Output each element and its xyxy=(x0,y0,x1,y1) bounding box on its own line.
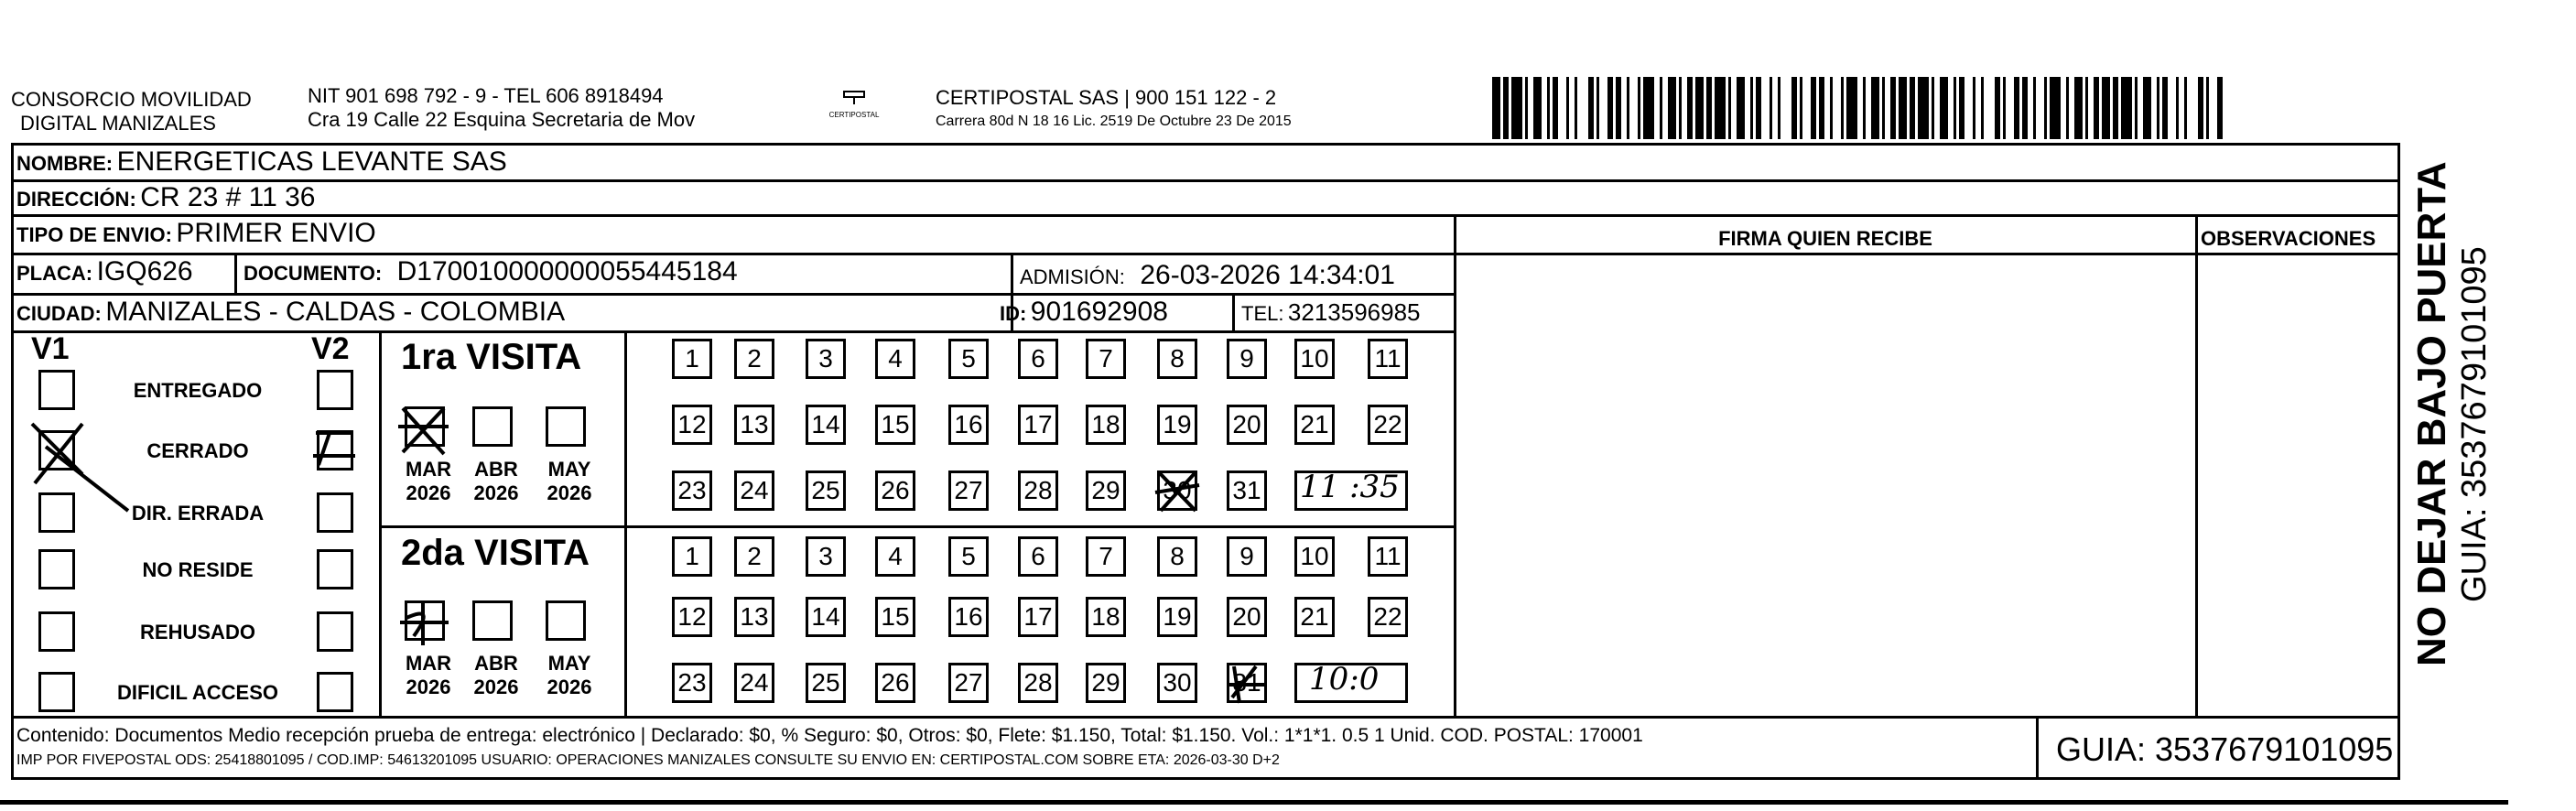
nombre-row xyxy=(16,146,507,178)
courier-name: CERTIPOSTAL SAS | 900 151 122 - 2 xyxy=(936,86,1277,109)
day-box[interactable]: 11 xyxy=(1368,339,1408,379)
row-divider xyxy=(1454,253,2400,255)
second-visit-time: 10:0 xyxy=(1309,661,1380,697)
tel-label: TEL: xyxy=(1241,302,1284,325)
side-guia: GUIA: 3537679101095 xyxy=(2455,246,2494,602)
month-year: 2026 xyxy=(473,481,519,504)
day-box[interactable]: 29 xyxy=(1086,470,1126,511)
day-box[interactable]: 31 xyxy=(1227,663,1267,703)
day-box[interactable]: 16 xyxy=(948,405,989,445)
month-year: 2026 xyxy=(547,676,592,698)
day-box[interactable]: 12 xyxy=(672,405,712,445)
day-box[interactable]: 7 xyxy=(1086,339,1126,379)
signature-area[interactable] xyxy=(1457,256,2193,714)
day30-first-mark xyxy=(1153,465,1201,516)
day-box[interactable]: 13 xyxy=(734,597,774,637)
col-divider xyxy=(234,253,237,293)
imp-text: IMP POR FIVEPOSTAL ODS: 25418801095 / COD.IMP: 54613201095 USUARIO: OPERACIONES MANIZALES CONSULTE SU ENVIO EN: CERTIPOSTAL.COM SOBRE ETA: 2026-03-30 D+2 xyxy=(16,752,1280,768)
day-box[interactable]: 29 xyxy=(1086,663,1126,703)
v2-handwritten-mark xyxy=(311,428,357,474)
month-year: 2026 xyxy=(406,481,451,504)
day-box[interactable]: 18 xyxy=(1086,597,1126,637)
id-label: ID: xyxy=(1000,302,1027,325)
row-divider xyxy=(11,253,1456,255)
tipo-label: TIPO DE ENVIO: xyxy=(16,223,172,246)
mar-second-mark xyxy=(395,595,450,650)
day-box[interactable]: 3 xyxy=(806,536,846,577)
id-value: 901692908 xyxy=(1030,297,1168,327)
day-box[interactable]: 21 xyxy=(1294,597,1335,637)
day-box[interactable]: 31 xyxy=(1227,470,1267,511)
day-box[interactable]: 2 xyxy=(734,536,774,577)
day-box[interactable]: 19 xyxy=(1157,597,1197,637)
day-box[interactable]: 12 xyxy=(672,597,712,637)
day-box[interactable]: 4 xyxy=(875,339,915,379)
day-box[interactable]: 10 xyxy=(1294,339,1335,379)
row-divider xyxy=(379,525,1456,528)
no-dejar-warning: NO DEJAR BAJO PUERTA xyxy=(2409,161,2454,666)
documento-field xyxy=(244,256,738,287)
day-box[interactable]: 13 xyxy=(734,405,774,445)
col-divider xyxy=(379,330,382,716)
month-name: MAR xyxy=(405,652,452,675)
day-box[interactable]: 14 xyxy=(806,405,846,445)
status-option-label: CERRADO xyxy=(146,439,249,462)
day-box[interactable]: 16 xyxy=(948,597,989,637)
v1-cross-mark xyxy=(27,419,92,502)
status-option-label: REHUSADO xyxy=(140,621,255,643)
tipo-row xyxy=(16,218,376,249)
col-divider xyxy=(1454,214,1456,716)
row-divider xyxy=(11,330,1456,333)
firma-label: FIRMA QUIEN RECIBE xyxy=(1718,227,1932,250)
day-box[interactable]: 17 xyxy=(1018,597,1058,637)
documento-label: DOCUMENTO: xyxy=(244,262,383,285)
tel-value: 3213596985 xyxy=(1287,298,1421,326)
courier-info xyxy=(936,86,1292,130)
status-option-label: NO RESIDE xyxy=(142,558,254,581)
col-divider xyxy=(2036,716,2039,780)
contenido-text: Contenido: Documentos Medio recepción prueba de entrega: electrónico | Declarado: $0, % Seguro: $0, Otros: $0, Flete: $1.150, Total: $1.150. Vol.: 1*1*1. 0.5 1 Unid. COD. POSTAL: 170001 xyxy=(16,725,1643,746)
id-field xyxy=(1000,297,1168,328)
logo-icon xyxy=(840,88,868,106)
day-box[interactable]: 20 xyxy=(1227,405,1267,445)
day-box[interactable]: 9 xyxy=(1227,536,1267,577)
v2-checkbox[interactable] xyxy=(317,492,353,533)
day-box[interactable]: 26 xyxy=(875,470,915,511)
day-box[interactable]: 23 xyxy=(672,663,712,703)
nombre-value: ENERGETICAS LEVANTE SAS xyxy=(116,146,507,177)
day-box[interactable]: 2 xyxy=(734,339,774,379)
day-box[interactable]: 21 xyxy=(1294,405,1335,445)
day-box[interactable]: 15 xyxy=(875,597,915,637)
month-year: 2026 xyxy=(406,676,451,698)
month-name: ABR xyxy=(474,458,518,481)
v1-checkbox[interactable] xyxy=(38,549,75,589)
logo-text: CERTIPOSTAL xyxy=(828,111,880,119)
first-visit-title: 1ra VISITA xyxy=(401,337,582,377)
day-box[interactable]: 22 xyxy=(1368,405,1408,445)
month-name: MAY xyxy=(547,652,591,675)
first-visit-time: 11 :35 xyxy=(1300,469,1400,505)
day-box[interactable]: 15 xyxy=(875,405,915,445)
month-year: 2026 xyxy=(473,676,519,698)
cut-line xyxy=(0,800,2508,805)
side-text xyxy=(2409,161,2495,666)
company-line1: CONSORCIO MOVILIDAD xyxy=(11,88,252,111)
day-box[interactable]: 5 xyxy=(948,339,989,379)
day-box[interactable]: 19 xyxy=(1157,405,1197,445)
day-box[interactable]: 4 xyxy=(875,536,915,577)
footer-guia: GUIA: 3537679101095 xyxy=(2056,730,2394,768)
direccion-value: CR 23 # 11 36 xyxy=(140,182,316,212)
status-option-label: ENTREGADO xyxy=(133,379,263,402)
company-contact xyxy=(308,84,695,132)
placa-label: PLACA: xyxy=(16,262,93,285)
certipostal-logo xyxy=(813,88,895,119)
col-divider xyxy=(624,330,627,716)
day-box[interactable]: 8 xyxy=(1157,536,1197,577)
row-divider xyxy=(11,293,1456,296)
direccion-label: DIRECCIÓN: xyxy=(16,188,136,211)
month-checkbox[interactable] xyxy=(546,406,586,447)
day-box[interactable]: 9 xyxy=(1227,339,1267,379)
status-option-label: DIR. ERRADA xyxy=(131,502,265,524)
month-checkbox[interactable] xyxy=(472,600,513,641)
direccion-row xyxy=(16,182,315,213)
day-box[interactable]: 6 xyxy=(1018,339,1058,379)
day-box[interactable]: 30 xyxy=(1157,470,1197,511)
day-box[interactable]: 25 xyxy=(806,470,846,511)
day-box[interactable]: 28 xyxy=(1018,470,1058,511)
day-box[interactable]: 17 xyxy=(1018,405,1058,445)
day-box[interactable]: 3 xyxy=(806,339,846,379)
v1-label: V1 xyxy=(31,331,70,366)
tipo-value: PRIMER ENVIO xyxy=(176,218,376,248)
row-divider xyxy=(11,179,2400,182)
month-name: ABR xyxy=(474,652,518,675)
nit-line: NIT 901 698 792 - 9 - TEL 606 8918494 xyxy=(308,84,664,107)
day-box[interactable]: 22 xyxy=(1368,597,1408,637)
day-box[interactable]: 24 xyxy=(734,470,774,511)
observations-area[interactable] xyxy=(2199,256,2397,714)
courier-address: Carrera 80d N 18 16 Lic. 2519 De Octubre 23 De 2015 xyxy=(936,114,1292,129)
v2-checkbox[interactable] xyxy=(317,672,353,712)
day-box[interactable]: 11 xyxy=(1368,536,1408,577)
day-box[interactable]: 10 xyxy=(1294,536,1335,577)
day-box[interactable]: 24 xyxy=(734,663,774,703)
row-divider xyxy=(11,716,2400,719)
ciudad-label: CIUDAD: xyxy=(16,302,102,325)
row-divider xyxy=(11,214,2400,217)
month-checkbox[interactable] xyxy=(472,406,513,447)
day-box[interactable]: 6 xyxy=(1018,536,1058,577)
day31-second-mark xyxy=(1223,661,1269,707)
day-box[interactable]: 25 xyxy=(806,663,846,703)
v1-checkbox[interactable] xyxy=(38,611,75,652)
barcode xyxy=(1492,77,2224,139)
day-box[interactable]: 18 xyxy=(1086,405,1126,445)
admision-field xyxy=(1020,260,1395,291)
documento-value: D170010000000055445184 xyxy=(396,256,738,287)
v2-checkbox[interactable] xyxy=(317,370,353,410)
month-name: MAR xyxy=(405,458,452,481)
month-year: 2026 xyxy=(547,481,592,504)
nombre-label: NOMBRE: xyxy=(16,152,114,175)
address-line: Cra 19 Calle 22 Esquina Secretaria de Mov xyxy=(308,108,696,131)
day-box[interactable]: 1 xyxy=(672,536,712,577)
ciudad-field xyxy=(16,297,565,328)
placa-field xyxy=(16,256,193,287)
v1-checkbox[interactable] xyxy=(38,672,75,712)
v1-checkbox[interactable] xyxy=(38,370,75,410)
month-checkbox[interactable] xyxy=(546,600,586,641)
day-box[interactable]: 1 xyxy=(672,339,712,379)
ciudad-value: MANIZALES - CALDAS - COLOMBIA xyxy=(105,297,566,327)
observaciones-label: OBSERVACIONES xyxy=(2201,227,2376,250)
day-box[interactable]: 30 xyxy=(1157,663,1197,703)
company-name xyxy=(11,88,252,135)
day-box[interactable]: 26 xyxy=(875,663,915,703)
day-box[interactable]: 27 xyxy=(948,470,989,511)
admision-label: ADMISIÓN: xyxy=(1020,265,1125,288)
v2-checkbox[interactable] xyxy=(317,549,353,589)
day-box[interactable]: 23 xyxy=(672,470,712,511)
col-divider xyxy=(1232,293,1235,330)
v2-label: V2 xyxy=(311,331,350,366)
day-box[interactable]: 28 xyxy=(1018,663,1058,703)
company-line2: DIGITAL MANIZALES xyxy=(20,112,216,135)
tel-field xyxy=(1241,298,1421,327)
mar-first-mark xyxy=(394,399,452,460)
month-name: MAY xyxy=(547,458,591,481)
status-option-label: DIFICIL ACCESO xyxy=(116,681,278,704)
admision-value: 26-03-2026 14:34:01 xyxy=(1140,260,1395,290)
placa-value: IGQ626 xyxy=(96,256,193,287)
second-visit-title: 2da VISITA xyxy=(401,533,590,573)
day-box[interactable]: 7 xyxy=(1086,536,1126,577)
day-box[interactable]: 20 xyxy=(1227,597,1267,637)
day-box[interactable]: 8 xyxy=(1157,339,1197,379)
day-box[interactable]: 5 xyxy=(948,536,989,577)
col-divider xyxy=(2195,214,2198,716)
day-box[interactable]: 27 xyxy=(948,663,989,703)
v2-checkbox[interactable] xyxy=(317,611,353,652)
day-box[interactable]: 14 xyxy=(806,597,846,637)
